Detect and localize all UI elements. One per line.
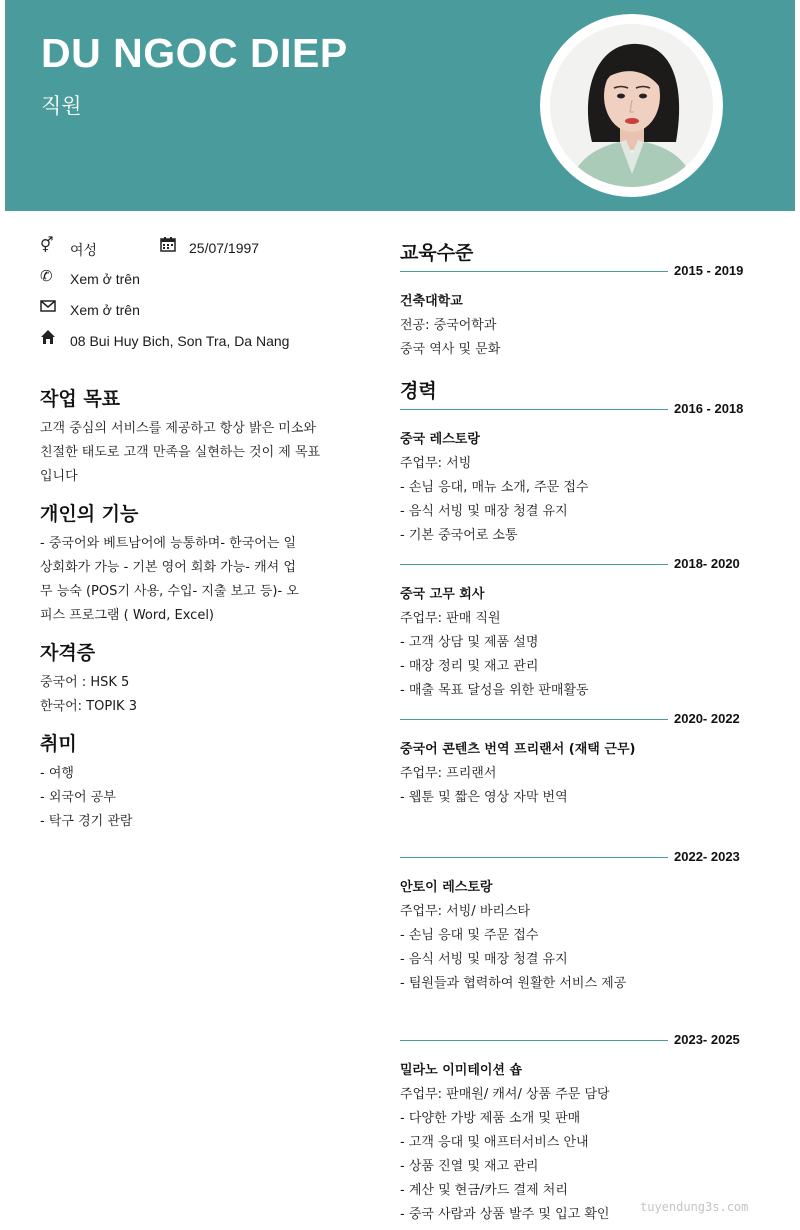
job-line: 주업무: 서빙	[400, 456, 472, 471]
birthday-value: 25/07/1997	[189, 240, 260, 256]
job-period-rule	[400, 712, 780, 726]
mail-icon	[40, 298, 58, 316]
education-period: 2015 - 2019	[674, 263, 744, 278]
hobbies-title: 취미	[40, 733, 77, 755]
gender-icon: ⚥	[40, 236, 54, 254]
job-line: - 고객 응대 및 애프터서비스 안내	[400, 1135, 589, 1150]
contact-row-phone	[40, 267, 360, 298]
certificates-title: 자격증	[40, 642, 96, 664]
job-line: - 매장 정리 및 재고 관리	[400, 659, 539, 674]
profile-photo	[550, 24, 713, 187]
skills-line: 무 능숙 (POS기 사용, 수입- 지출 보고 등)- 오	[40, 584, 299, 599]
job-line: - 손님 응대 및 주문 접수	[400, 928, 539, 943]
left-column	[40, 236, 360, 834]
contact-row-address	[40, 329, 360, 360]
job-line: - 음식 서빙 및 매장 청결 유지	[400, 952, 568, 967]
job-period: 2023- 2025	[674, 1032, 740, 1047]
watermark-text: tuyendung3s.com	[640, 1200, 749, 1214]
portrait-illustration	[550, 24, 713, 187]
skills-line: 피스 프로그램 ( Word, Excel)	[40, 608, 215, 623]
objective-text	[40, 417, 352, 489]
job-line: - 음식 서빙 및 매장 청결 유지	[400, 504, 568, 519]
education-title: 교육수준	[400, 242, 474, 264]
job-line: - 상품 진열 및 재고 관리	[400, 1159, 539, 1174]
job-line: - 손님 응대, 매뉴 소개, 주문 접수	[400, 480, 589, 495]
section-divider	[400, 271, 668, 272]
certificate-item: 한국어: TOPIK 3	[40, 699, 137, 714]
job-period-rule	[400, 850, 780, 864]
hobby-item: - 탁구 경기 관람	[40, 814, 133, 829]
skills-line: 상회화가 가능 - 기본 영어 회화 가능- 캐셔 업	[40, 560, 296, 575]
job-employer: 중국어 콘텐츠 번역 프리랜서 (재택 근무)	[400, 742, 636, 757]
job-line: - 중국 사람과 상품 발주 및 입고 확인	[400, 1207, 610, 1222]
section-divider	[400, 409, 668, 410]
certificate-item: 중국어 : HSK 5	[40, 675, 130, 690]
job-period-rule	[400, 402, 780, 416]
job-line: - 웹툰 및 짧은 영상 자막 번역	[400, 790, 568, 805]
profile-photo-frame	[540, 14, 723, 197]
education-school: 건축대학교	[400, 294, 463, 309]
objective-line: 친절한 태도로 고객 만족을 실현하는 것이 제 목표	[40, 445, 321, 460]
job-line: - 고객 상담 및 제품 설명	[400, 635, 539, 650]
section-divider	[400, 564, 668, 565]
objective-title: 작업 목표	[40, 388, 121, 410]
contact-row-gender-birthday	[40, 236, 360, 267]
phone-value: Xem ở trên	[70, 271, 140, 287]
section-divider	[400, 857, 668, 858]
section-divider	[400, 719, 668, 720]
skills-text	[40, 532, 352, 628]
job-period-rule	[400, 1033, 780, 1047]
job-line: - 계산 및 현금/카드 결제 처리	[400, 1183, 568, 1198]
candidate-name: DU NGOC DIEP	[41, 30, 348, 76]
job-employer: 밀라노 이미테이션 숍	[400, 1063, 523, 1078]
candidate-role: 직원	[41, 94, 82, 118]
header-banner	[5, 0, 795, 211]
job-employer: 중국 고무 회사	[400, 587, 485, 602]
address-value: 08 Bui Huy Bich, Son Tra, Da Nang	[70, 333, 290, 349]
job-line: 주업무: 판매 직원	[400, 611, 501, 626]
section-divider	[400, 1040, 668, 1041]
job-employer: 안토이 레스토랑	[400, 880, 493, 895]
education-line: 중국 역사 및 문화	[400, 342, 501, 357]
objective-line: 고객 중심의 서비스를 제공하고 항상 밝은 미소와	[40, 421, 316, 436]
job-period-rule	[400, 557, 780, 571]
job-line: 주업무: 프리랜서	[400, 766, 497, 781]
calendar-icon	[160, 236, 178, 254]
job-period: 2022- 2023	[674, 849, 740, 864]
skills-title: 개인의 기능	[40, 503, 139, 525]
hobby-item: - 외국어 공부	[40, 790, 116, 805]
job-line: - 팀원들과 협력하여 원활한 서비스 제공	[400, 976, 627, 991]
home-icon	[40, 329, 58, 347]
phone-icon: ✆	[40, 267, 53, 285]
skills-line: - 중국어와 베트남어에 능통하며- 한국어는 일	[40, 536, 297, 551]
job-period: 2020- 2022	[674, 711, 740, 726]
gender-value: 여성	[70, 242, 98, 258]
hobby-item: - 여행	[40, 766, 74, 781]
contact-row-email	[40, 298, 360, 329]
right-column	[400, 238, 780, 1227]
job-line: 주업무: 판매원/ 캐셔/ 상품 주문 담당	[400, 1087, 610, 1102]
job-line: - 기본 중국어로 소통	[400, 528, 518, 543]
job-line: - 매출 목표 달성을 위한 판매활동	[400, 683, 589, 698]
objective-line: 입니다	[40, 469, 78, 484]
job-line: 주업무: 서빙/ 바리스타	[400, 904, 531, 919]
job-period: 2018- 2020	[674, 556, 740, 571]
experience-title: 경력	[400, 380, 437, 402]
education-line: 전공: 중국어학과	[400, 318, 497, 333]
job-line: - 다양한 가방 제품 소개 및 판매	[400, 1111, 581, 1126]
email-value: Xem ở trên	[70, 302, 140, 318]
education-period-rule	[400, 264, 780, 278]
job-period: 2016 - 2018	[674, 401, 744, 416]
job-employer: 중국 레스토랑	[400, 432, 480, 447]
